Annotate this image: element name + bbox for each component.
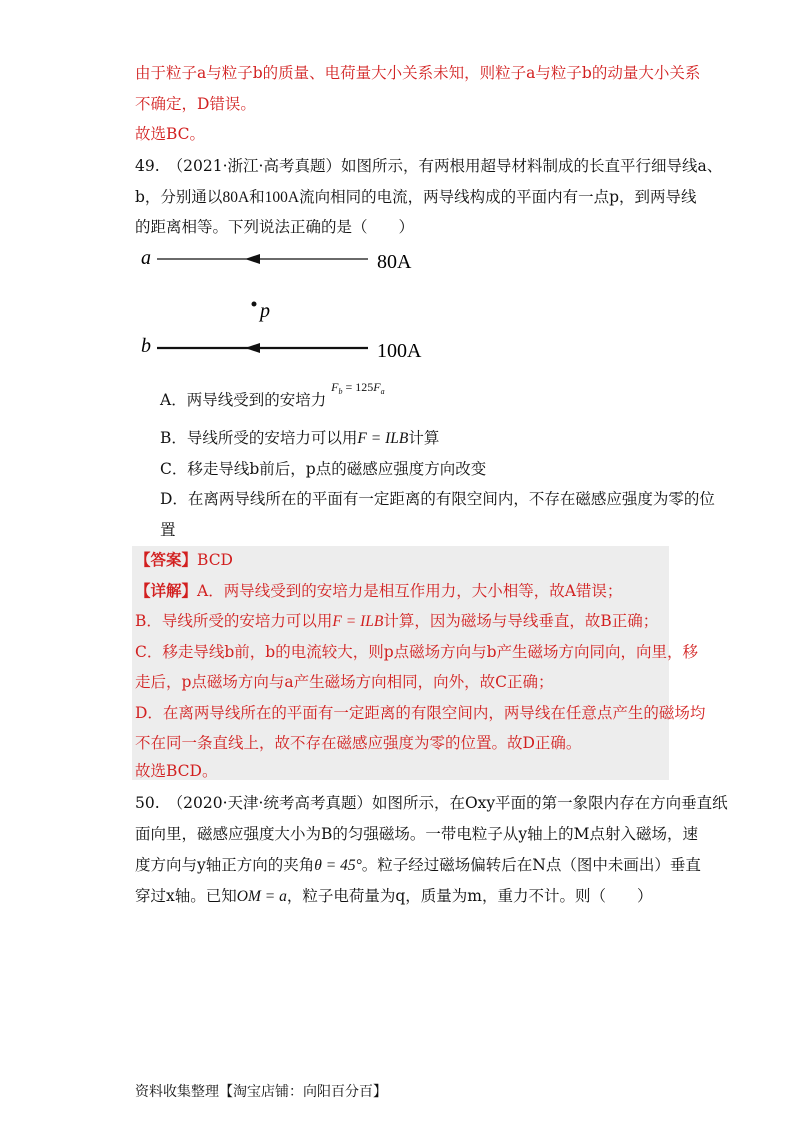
explain-formula: F = ILB [332,613,384,630]
q49-line-2 [135,187,697,208]
explain-text-2a: B．导线所受的安培力可以用 [135,612,333,630]
point-p-dot [252,302,257,307]
option-b [160,428,439,449]
prev-answer-line: 故选BC。 [135,125,206,143]
wires-diagram [135,240,455,365]
formula-sub-a: a [380,387,385,396]
q50-text-4a: 穿过x轴。已知 [135,887,237,905]
option-a [160,380,385,416]
formula-f: F [331,380,339,394]
prev-explain-line-2: 不确定，D错误。 [135,95,256,113]
wire-b-label: b [141,335,151,357]
q50-line-4 [135,886,652,907]
option-a-formula [331,380,384,394]
q49-line-1 [135,156,722,176]
q49-number: 49. [135,157,160,175]
option-d-line-1: D．在离两导线所在的平面有一定距离的有限空间内，不存在磁感应强度为零的位 [160,490,715,508]
option-a-text: A．两导线受到的安培力 [160,391,327,409]
wire-a-arrow-icon [245,254,260,264]
explain-text-1: A．两导线受到的安培力是相互作用力，大小相等，故A错误； [197,582,623,600]
q49-figure [135,240,455,369]
prev-explain-line-1: 由于粒子a与粒子b的质量、电荷量大小关系未知，则粒子a与粒子b的动量大小关系 [135,64,701,82]
q49-current-b: 100A [264,189,300,206]
q50-om-formula: OM = a [236,888,287,905]
q49-text-2a: b，分别通以 [135,188,223,206]
q50-line-1 [135,793,728,813]
answer-value: BCD [197,551,233,569]
formula-eq: = 125 [342,380,374,394]
answer-tag: 【答案】 [135,550,198,569]
wire-b-arrow-icon [245,343,260,353]
explain-line-1 [135,581,622,601]
page-footer: 资料收集整理【淘宝店铺：向阳百分百】 [135,1084,387,1100]
wire-b-current: 100A [377,340,422,362]
formula-sub-b: b [338,387,343,396]
explain-tag: 【详解】 [135,581,198,600]
explain-line-6: 不在同一条直线上，故不存在磁感应强度为零的位置。故D正确。 [135,734,582,752]
q50-theta-formula: θ = 45° [314,857,362,874]
wire-a-current: 80A [377,251,412,273]
explain-line-7: 故选BCD。 [135,762,218,780]
option-b-formula: F = ILB [357,430,409,447]
formula-f2: F [373,380,381,394]
explain-line-4: 走后，p点磁场方向与a产生磁场方向相同，向外，故C正确； [135,673,554,691]
point-p-label: p [260,300,270,322]
explain-line-2 [135,611,658,632]
q49-line-3: 的距离相等。下列说法正确的是（ ） [135,218,415,236]
option-c: C．移走导线b前后，p点的磁感应强度方向改变 [160,460,487,478]
q50-line-3 [135,855,701,876]
q50-text-3b: 。粒子经过磁场偏转后在N点（图中未画出）垂直 [361,856,701,874]
option-b-text-2: 计算 [408,429,440,447]
q50-number: 50. [135,794,160,812]
q49-text-1: （2021·浙江·高考真题）如图所示，有两根用超导材料制成的长直平行细导线a、 [167,157,723,175]
q50-text-1: （2020·天津·统考高考真题）如图所示，在Oxy平面的第一象限内存在方向垂直纸 [167,794,728,812]
option-d-line-2: 置 [160,521,176,539]
answer-line [135,550,233,570]
explain-text-2b: 计算，因为磁场与导线垂直，故B正确； [383,612,659,630]
q49-text-2c: 流向相同的电流，两导线构成的平面内有一点p，到两导线 [299,188,697,206]
explain-line-3: C．移走导线b前，b的电流较大，则p点磁场方向与b产生磁场方向同向，向里，移 [135,643,699,661]
q50-text-3a: 度方向与y轴正方向的夹角 [135,856,315,874]
q50-text-4b: ，粒子电荷量为q，质量为m，重力不计。则（ ） [286,887,653,905]
explain-line-5: D．在离两导线所在的平面有一定距离的有限空间内，两导线在任意点产生的磁场均 [135,704,706,722]
q49-text-2b: 和 [249,188,265,206]
q49-current-a: 80A [222,189,250,206]
wire-a-label: a [141,247,151,269]
q50-line-2: 面向里，磁感应强度大小为B的匀强磁场。一带电粒子从y轴上的M点射入磁场，速 [135,825,699,843]
option-b-text-1: B．导线所受的安培力可以用 [160,429,358,447]
